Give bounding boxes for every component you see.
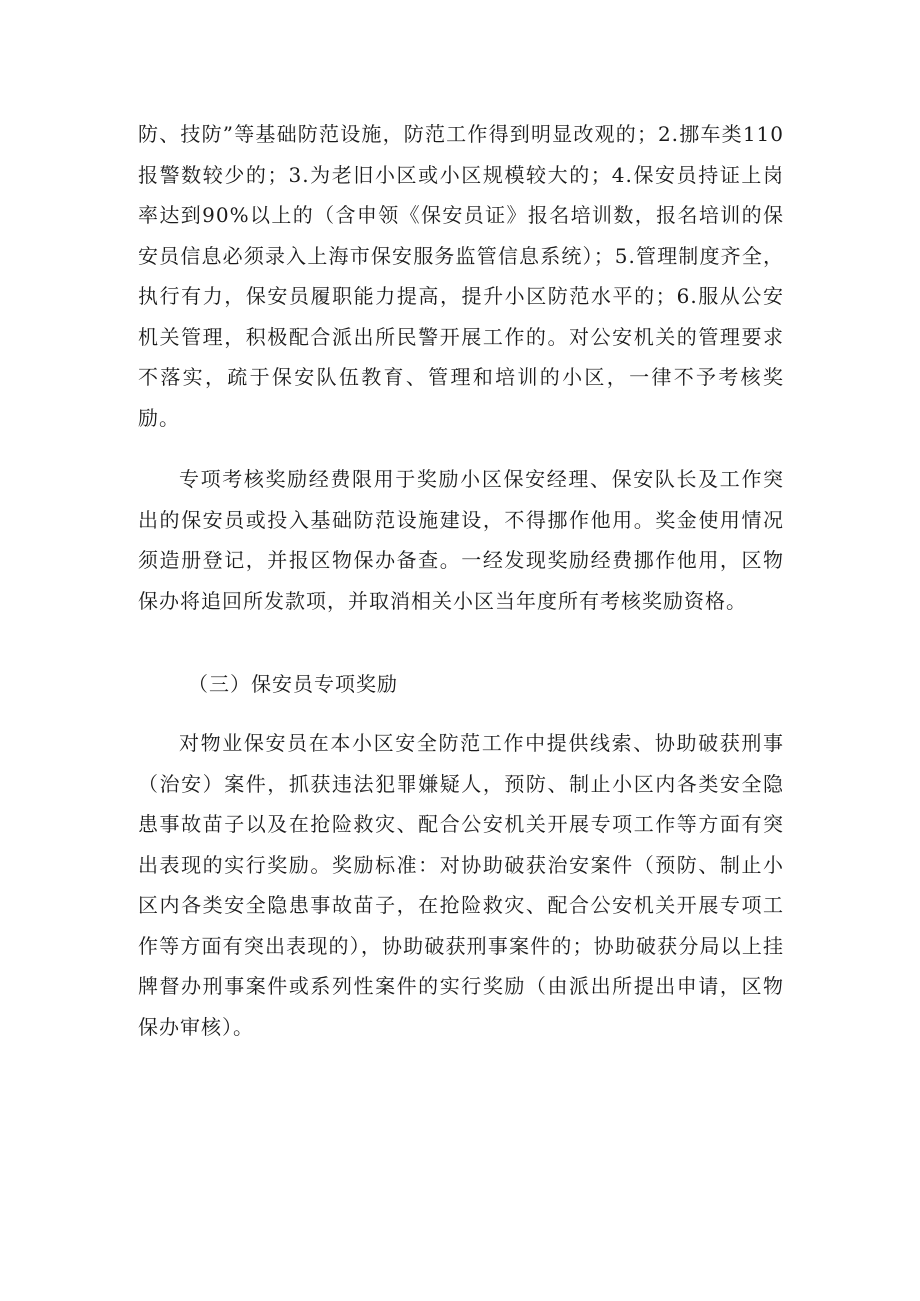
paragraph-fund-usage: 专项考核奖励经费限用于奖励小区保安经理、保安队长及工作突出的保安员或投入基础防范设施建设，不得挪作他用。奖金使用情况须造册登记，并报区物保办备查。一经发现奖励经费挪作他用，区物保办将追回所发款项，并取消相关小区当年度所有考核奖励资格。 [138,467,784,613]
paragraph-guard-reward-details: 对物业保安员在本小区安全防范工作中提供线索、协助破获刑事（治安）案件，抓获违法犯罪嫌疑人，预防、制止小区内各类安全隐患事故苗子以及在抢险救灾、配合公安机关开展专项工作等方面有突出表现的实行奖励。奖励标准：对协助破获治安案件（预防、制止小区内各类安全隐患事故苗子，在抢险救灾、配合公安机关开展专项工作等方面有突出表现的），协助破获刑事案件的；协助破获分局以上挂牌督办刑事案件或系列性案件的实行奖励（由派出所提出申请，区物保办审核）。 [138,731,784,1039]
section-heading-guard-special-reward: （三）保安员专项奖励 [188,672,398,696]
paragraph-eligibility-criteria: 防、技防”等基础防范设施，防范工作得到明显改观的；2.挪车类110报警数较少的；3.为老旧小区或小区规模较大的；4.保安员持证上岗率达到90%以上的（含申领《保安员证》报名培训数，报名培训的保安员信息必须录入上海市保安服务监管信息系统）；5.管理制度齐全，执行有力，保安员履职能力提高，提升小区防范水平的；6.服从公安机关管理，积极配合派出所民警开展工作的。对公安机关的管理要求不落实，疏于保安队伍教育、管理和培训的小区，一律不予考核奖励。 [138,122,784,430]
